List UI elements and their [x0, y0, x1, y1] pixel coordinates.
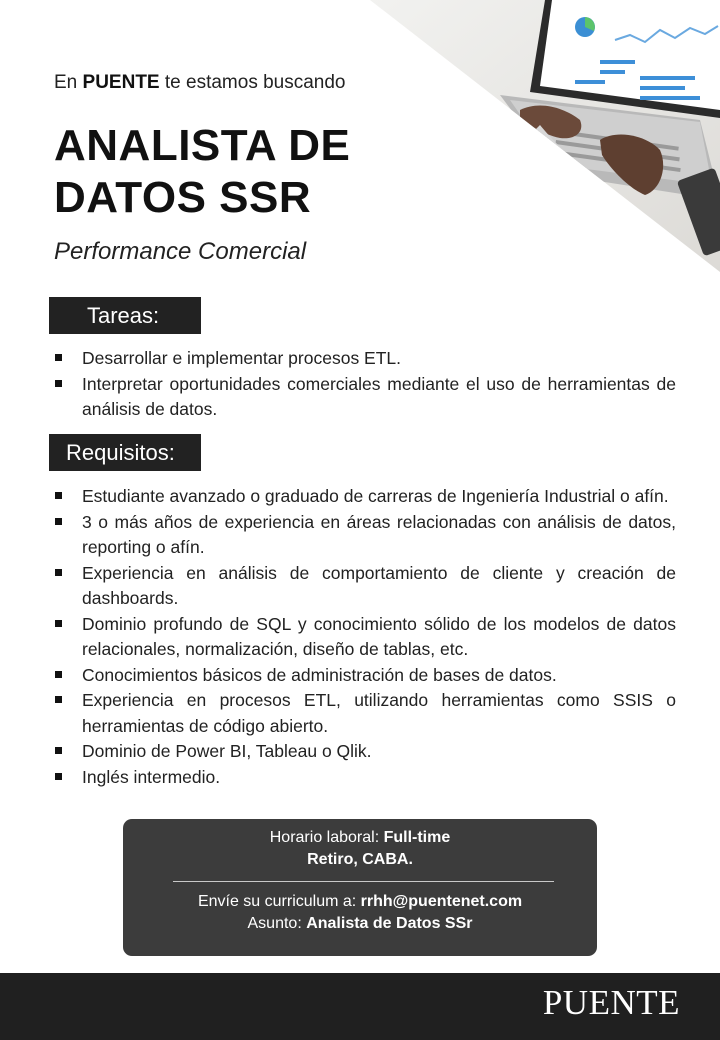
tasks-list [54, 346, 676, 423]
send-line [123, 891, 597, 913]
schedule-block [123, 827, 597, 871]
job-title-line-2: DATOS SSR [54, 173, 312, 222]
tasks-section-label: Tareas: [49, 297, 201, 334]
requirement-item: 3 o más años de experiencia en áreas relacionadas con análisis de datos, reporting o afín. [54, 510, 676, 561]
contact-block [123, 891, 597, 935]
schedule-label: Horario laboral: [269, 829, 384, 846]
task-item: Desarrollar e implementar procesos ETL. [54, 346, 676, 372]
requirement-item: Dominio de Power BI, Tableau o Qlik. [54, 739, 676, 765]
subject-line [123, 913, 597, 935]
puente-logo: PUENTE [542, 983, 680, 1022]
intro-brand: PUENTE [82, 72, 160, 93]
task-item: Interpretar oportunidades comerciales mediante el uso de herramientas de análisis de datos. [54, 372, 676, 423]
location-text: Retiro, CABA. [307, 851, 413, 868]
email-link[interactable]: rrhh@puentenet.com [360, 893, 523, 910]
requirement-item: Experiencia en análisis de comportamiento de cliente y creación de dashboards. [54, 561, 676, 612]
application-info-box [123, 819, 597, 956]
requirement-item: Inglés intermedio. [54, 765, 676, 791]
requirement-item: Estudiante avanzado o graduado de carreras de Ingeniería Industrial o afín. [54, 484, 676, 510]
requirements-section-label: Requisitos: [49, 434, 201, 471]
schedule-line [123, 827, 597, 849]
subject-label: Asunto: [247, 915, 307, 932]
job-subtitle: Performance Comercial [54, 238, 307, 265]
job-title [54, 120, 414, 224]
job-title-line-1: ANALISTA DE [54, 121, 351, 170]
requirement-item: Dominio profundo de SQL y conocimiento sólido de los modelos de datos relacionales, normalización, diseño de tablas, etc. [54, 612, 676, 663]
send-label: Envíe su curriculum a: [197, 893, 361, 910]
intro-line [54, 72, 346, 94]
footer-bar [0, 973, 720, 1040]
requirement-item: Experiencia en procesos ETL, utilizando herramientas como SSIS o herramientas de código abierto. [54, 688, 676, 739]
schedule-value: Full-time [383, 829, 451, 846]
intro-prefix: En [54, 72, 83, 93]
requirements-list [54, 484, 676, 790]
intro-suffix: te estamos buscando [159, 72, 346, 93]
subject-value: Analista de Datos SSr [306, 915, 473, 932]
info-divider [173, 881, 554, 882]
requirement-item: Conocimientos básicos de administración de bases de datos. [54, 663, 676, 689]
